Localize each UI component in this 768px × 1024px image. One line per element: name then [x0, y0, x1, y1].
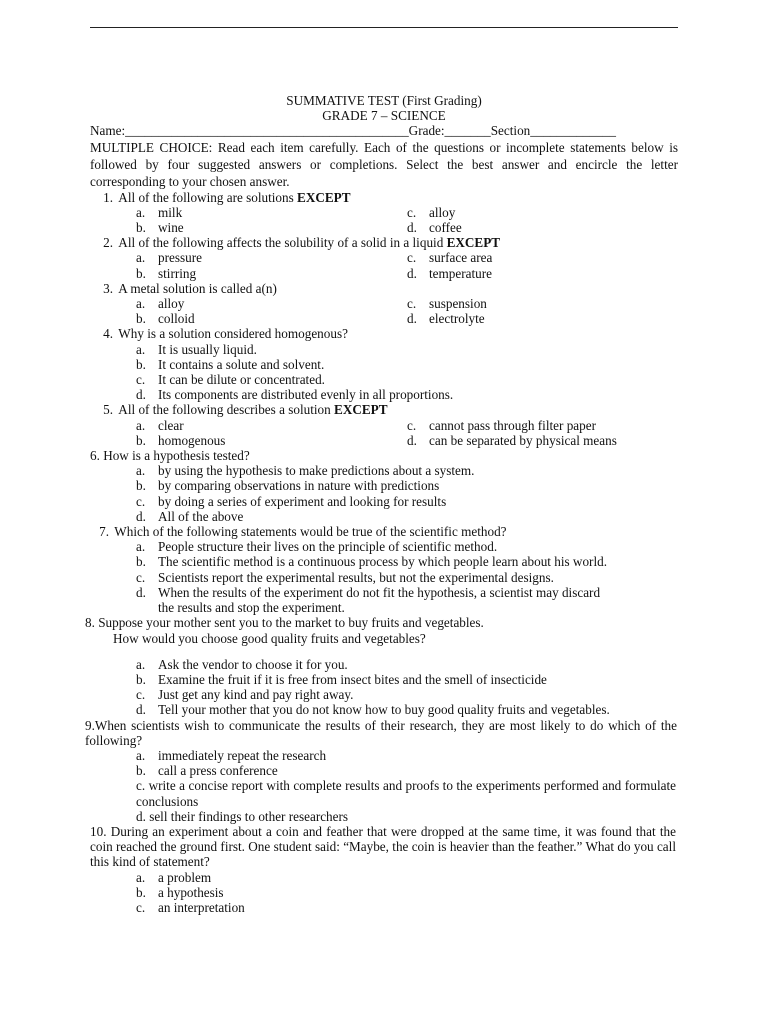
- question-7: [0, 524, 768, 539]
- option-c: c. cannot pass through filter paper: [407, 417, 596, 433]
- question-number: 1.: [103, 189, 113, 205]
- question-2: [0, 235, 768, 250]
- question-6: 6. How is a hypothesis tested?: [90, 448, 250, 464]
- option-b: b. by comparing observations in nature with predictions: [136, 478, 440, 494]
- option-b: b. a hypothesis: [136, 884, 224, 900]
- option-b: b. Examine the fruit if it is free from insect bites and the smell of insecticide: [136, 671, 547, 687]
- question-text: Which of the following statements would be true of the scientific method?: [114, 524, 507, 540]
- option-b: b. stirring: [136, 265, 197, 281]
- question-number: 2.: [103, 235, 113, 251]
- question-text: All of the following affects the solubility of a solid in a liquid: [118, 235, 447, 251]
- option-b: b. wine: [136, 220, 184, 236]
- question-text: All of the following describes a solution: [118, 402, 335, 418]
- option-a: a. alloy: [136, 296, 185, 312]
- option-a: a. pressure: [136, 250, 202, 266]
- option-c: c. by doing a series of experiment and looking for results: [136, 493, 447, 509]
- test-subtitle: GRADE 7 – SCIENCE: [322, 108, 446, 124]
- question-text: A metal solution is called a(n): [118, 280, 277, 296]
- question-10: 10. During an experiment about a coin and feather that were dropped at the same time, it was found that the coin reached the ground first. One student said: “Maybe, the coin is heavier than the feather.” What do you call this kind of statement?: [90, 823, 676, 870]
- option-d-continued: the results and stop the experiment.: [158, 600, 345, 616]
- options-row: [0, 250, 768, 265]
- option-d: d. All of the above: [136, 508, 244, 524]
- question-number: 5.: [103, 402, 113, 418]
- options-row: [0, 205, 768, 220]
- option-a: a. a problem: [136, 869, 212, 885]
- option-c: c. alloy: [407, 204, 456, 220]
- options-row: [0, 220, 768, 235]
- option-d: d. When the results of the experiment do not fit the hypothesis, a scientist may discard: [136, 584, 601, 600]
- question-9: 9.When scientists wish to communicate the results of their research, they are most likely to do which of the following?: [85, 717, 677, 748]
- option-c: c. suspension: [407, 296, 487, 312]
- option-b: b. The scientific method is a continuous process by which people learn about his world.: [136, 554, 607, 570]
- option-a: a. People structure their lives on the principle of scientific method.: [136, 539, 498, 555]
- options-row: [0, 418, 768, 433]
- option-d: d. electrolyte: [407, 311, 485, 327]
- test-title: SUMMATIVE TEST (First Grading): [286, 93, 482, 108]
- question-4: [0, 326, 768, 341]
- option-c: c. Scientists report the experimental results, but not the experimental designs.: [136, 569, 554, 585]
- question-text: Why is a solution considered homogenous?: [118, 326, 348, 342]
- option-a: a. immediately repeat the research: [136, 747, 327, 763]
- option-c: c. It can be dilute or concentrated.: [136, 372, 325, 388]
- question-text: All of the following are solutions: [118, 189, 298, 205]
- question-number: 3.: [103, 280, 113, 296]
- emphasis-text: EXCEPT: [446, 235, 501, 251]
- option-d: d. can be separated by physical means: [407, 432, 617, 448]
- option-b: b. It contains a solute and solvent.: [136, 356, 325, 372]
- instructions: MULTIPLE CHOICE: Read each item carefully. Each of the questions or incomplete statements below is followed by four suggested answers or completions. Select the best answer and encircle the letter corresponding to your chosen answer.: [90, 139, 678, 189]
- option-a: a. clear: [136, 417, 184, 433]
- option-d: d. Its components are distributed evenly in all proportions.: [136, 387, 454, 403]
- option-c: c. surface area: [407, 250, 493, 266]
- option-a: a. milk: [136, 204, 183, 220]
- options-row: [0, 296, 768, 311]
- question-5: [0, 402, 768, 417]
- spacer: [0, 646, 768, 657]
- option-b: b. homogenous: [136, 432, 226, 448]
- question-3: [0, 281, 768, 296]
- question-number: 7.: [99, 524, 109, 540]
- option-d: d. Tell your mother that you do not know how to buy good quality fruits and vegetables.: [136, 702, 610, 718]
- options-row: [0, 266, 768, 281]
- option-d: d. sell their findings to other researchers: [136, 808, 349, 824]
- option-b: b. call a press conference: [136, 763, 278, 779]
- option-d: d. temperature: [407, 265, 492, 281]
- question-8: 8. Suppose your mother sent you to the market to buy fruits and vegetables.: [85, 615, 484, 631]
- name-grade-section-line: Name:___________________________________________Grade:_______Section_____________: [90, 123, 616, 139]
- option-c: c. an interpretation: [136, 899, 245, 915]
- options-row: [0, 433, 768, 448]
- test-page: [0, 93, 768, 915]
- option-a: a. Ask the vendor to choose it for you.: [136, 656, 348, 672]
- question-number: 4.: [103, 326, 113, 342]
- emphasis-text: EXCEPT: [297, 189, 351, 205]
- options-row: [0, 311, 768, 326]
- option-b: b. colloid: [136, 311, 195, 327]
- option-a: a. It is usually liquid.: [136, 341, 257, 357]
- option-a: a. by using the hypothesis to make predictions about a system.: [136, 463, 475, 479]
- top-rule: [90, 27, 678, 28]
- option-d: d. coffee: [407, 220, 462, 236]
- option-c: c. Just get any kind and pay right away.: [136, 687, 354, 703]
- option-c: c. write a concise report with complete results and proofs to the experiments performed and formulate conclusions: [136, 778, 676, 809]
- question-1: [0, 190, 768, 205]
- emphasis-text: EXCEPT: [334, 402, 388, 418]
- question-8-continued: How would you choose good quality fruits and vegetables?: [113, 630, 426, 646]
